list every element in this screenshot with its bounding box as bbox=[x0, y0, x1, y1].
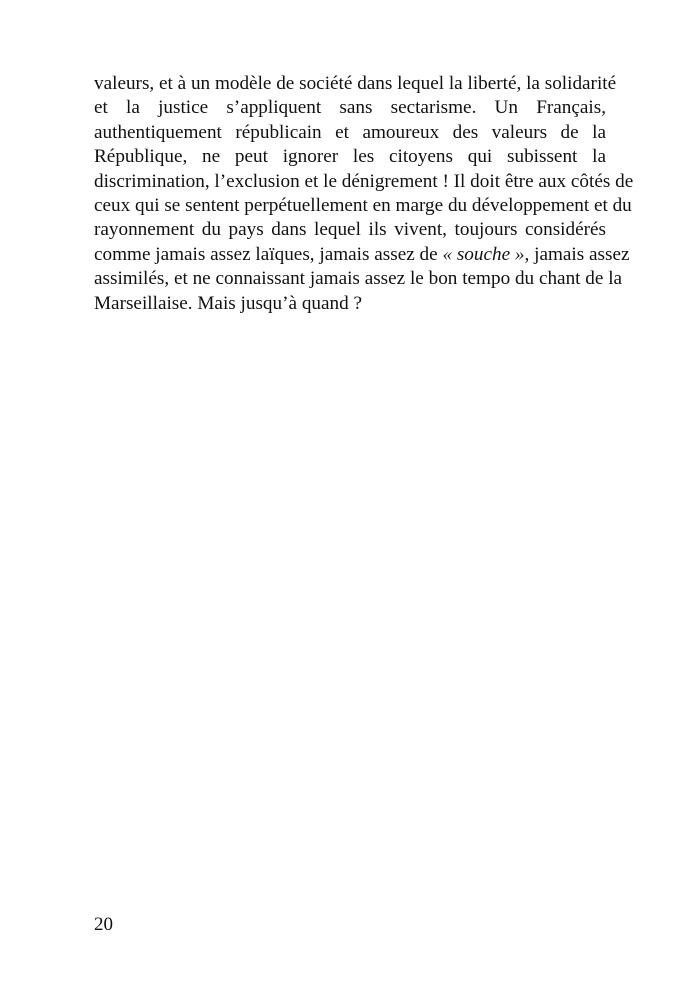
text-line-8-after: , jamais assez bbox=[524, 243, 630, 265]
text-line-9: assimilés, et ne connaissant jamais assez le bon tempo du chant de la bbox=[94, 268, 623, 290]
text-line-1: valeurs, et à un modèle de société dans lequel la liberté, la solidarité bbox=[94, 73, 617, 94]
text-line-10: Marseillaise. Mais jusqu’à quand ? bbox=[94, 292, 363, 314]
text-line-4: République, ne peut ignorer les citoyens qui subissent la bbox=[94, 146, 606, 168]
text-line-3: authentiquement républicain et amoureux des valeurs de la bbox=[94, 121, 606, 143]
text-line-7: rayonnement du pays dans lequel ils vivent, toujours considérés bbox=[94, 219, 606, 241]
text-line-8 bbox=[94, 243, 630, 267]
text-line-8-italic: « souche » bbox=[442, 243, 525, 265]
text-line-6: ceux qui se sentent perpétuellement en marge du développement et du bbox=[94, 195, 632, 217]
body-paragraph bbox=[94, 72, 634, 316]
text-line-8-before: comme jamais assez laïques, jamais assez de bbox=[94, 243, 443, 265]
text-line-2: et la justice s’appliquent sans sectarisme. Un Français, bbox=[94, 97, 606, 119]
page-number: 20 bbox=[94, 914, 113, 935]
text-line-5: discrimination, l’exclusion et le dénigrement ! Il doit être aux côtés de bbox=[94, 170, 634, 192]
